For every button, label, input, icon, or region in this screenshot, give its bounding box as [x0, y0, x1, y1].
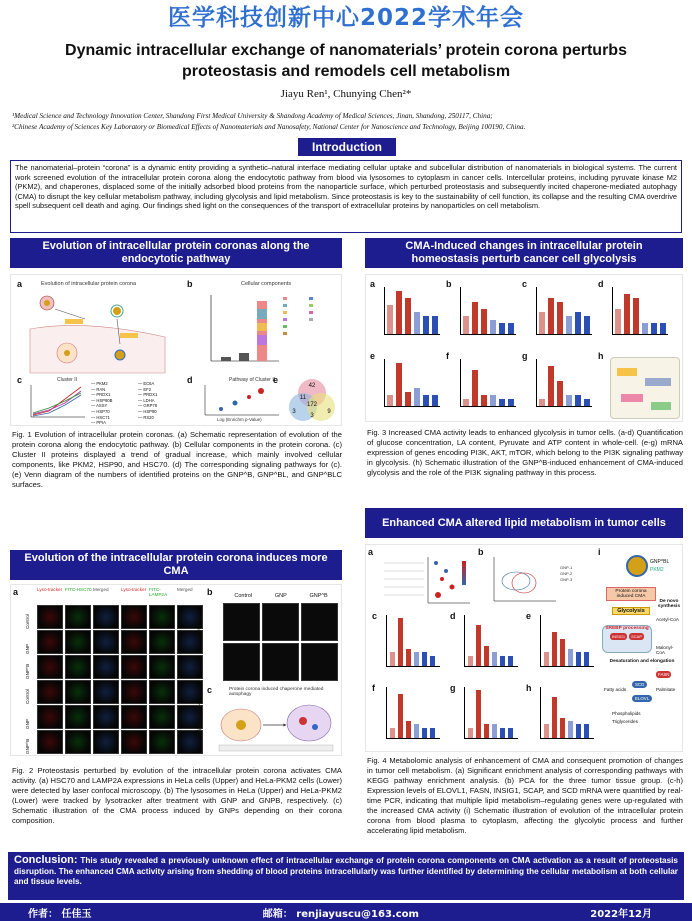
lysosome-image — [262, 643, 299, 681]
panel-label-c: c — [17, 375, 23, 385]
glycolysis-bar-chart — [612, 287, 668, 335]
bar — [499, 399, 505, 406]
srebp-box — [602, 625, 652, 653]
confocal-image — [121, 680, 147, 704]
conference-banner — [0, 0, 692, 36]
bar — [560, 718, 565, 738]
confocal-image — [93, 705, 119, 729]
fig1d-xlabel: Log (Enrichm p-Value) — [217, 417, 262, 422]
figure-4 — [365, 544, 683, 752]
kegg-enrichment-chart — [376, 555, 472, 607]
bar — [463, 316, 469, 334]
venn-value-1: 42 — [308, 383, 316, 389]
bar — [405, 392, 411, 406]
cluster-protein-label: — GRP78 — [138, 403, 158, 409]
glycolysis-bar-chart — [536, 359, 592, 407]
cluster-protein-label: — HSP90 — [138, 408, 157, 414]
panel-label-b: b — [207, 587, 213, 597]
panel-label-e: e — [273, 375, 279, 385]
fig2-row-label: Control — [25, 614, 30, 629]
gnp-particle — [626, 555, 648, 577]
confocal-image — [93, 655, 119, 679]
bar — [584, 316, 590, 334]
fig2-column-header: Merged — [93, 587, 109, 592]
figure-3 — [365, 274, 683, 422]
fig2-row-label: GNP^B — [25, 738, 30, 754]
confocal-image — [149, 605, 175, 629]
confocal-image — [37, 655, 63, 679]
bar — [575, 312, 581, 334]
confocal-image — [149, 730, 175, 754]
panel-label: c — [522, 279, 528, 289]
bar — [414, 724, 419, 738]
venn-value-2: 11 — [299, 395, 307, 401]
schematic-label: ELOVL — [632, 695, 652, 702]
confocal-image — [93, 680, 119, 704]
panel-label-b: b — [187, 279, 193, 289]
panel-label: d — [598, 279, 604, 289]
bar — [432, 395, 438, 406]
schematic-label: FASN — [658, 672, 670, 677]
bar — [414, 312, 420, 334]
bar — [423, 316, 429, 334]
bar — [387, 305, 393, 334]
schematic-label: SREBP processing — [605, 626, 649, 631]
bar — [615, 309, 621, 334]
bar — [422, 652, 427, 666]
panel-label: d — [450, 611, 456, 621]
confocal-image — [37, 630, 63, 654]
bar — [430, 656, 435, 666]
corona-schematic — [25, 289, 175, 374]
lipid-metabolism-schematic — [602, 555, 682, 751]
cluster-protein-label: — RAN — [91, 386, 106, 392]
confocal-image — [149, 630, 175, 654]
panel-label: e — [370, 351, 376, 361]
cluster-trend-chart — [27, 383, 87, 425]
glycolysis-bar-chart — [384, 359, 440, 407]
cluster-protein-label: — PPIA — [91, 420, 106, 426]
bar — [560, 639, 565, 666]
fig1d-title: Pathway of Cluster II — [229, 377, 276, 383]
svg-text:GNP-3: GNP-3 — [560, 577, 573, 582]
schematic-label: Palmitate — [656, 687, 676, 692]
bar — [476, 690, 481, 738]
section-heading-4: Enhanced CMA altered lipid metabolism in tumor cells — [365, 508, 683, 538]
glycolysis-bar-chart — [536, 287, 592, 335]
panel-label-a: a — [17, 279, 23, 289]
bar — [651, 323, 657, 334]
confocal-image — [121, 655, 147, 679]
bar — [557, 381, 563, 406]
fig4-qpcr-charts — [368, 607, 596, 751]
venn-diagram — [281, 375, 343, 425]
lipid-gene-bar-chart — [540, 687, 594, 739]
schematic-label: GNP^BL — [650, 559, 670, 565]
confocal-image — [93, 630, 119, 654]
conclusion-text: This study revealed a previously unknown effect of intracellular exchange of protein corona components on CMA activation as a result of proteostasis disruption. The enhanced CMA activity arising from shedding of blood proteins intracellularly was further identified by determining the cellular metabolism at both cellular and tissue levels. — [14, 856, 678, 886]
panel-label: e — [526, 611, 532, 621]
bar — [566, 316, 572, 334]
confocal-image — [37, 680, 63, 704]
lipid-gene-bar-chart — [386, 687, 440, 739]
cluster-protein-label: — HSP70 — [91, 408, 110, 414]
bar — [390, 728, 395, 738]
bar — [500, 728, 505, 738]
glycolysis-bar-chart — [384, 287, 440, 335]
confocal-image — [65, 605, 91, 629]
cluster-protein-label: — HSP90B — [91, 397, 113, 403]
fig2b-header-gnp: GNP — [274, 593, 287, 599]
bar — [500, 656, 505, 666]
confocal-image — [149, 705, 175, 729]
confocal-image — [121, 630, 147, 654]
bar — [492, 724, 497, 738]
cluster-protein-label: — PRDX1 — [138, 392, 158, 398]
panel-label: f — [446, 351, 449, 361]
lipid-gene-bar-chart — [464, 615, 518, 667]
bar — [472, 302, 478, 334]
venn-value-4: 3 — [292, 409, 296, 415]
bar — [432, 316, 438, 334]
fig2-column-header: Lyso-tracker — [37, 587, 63, 592]
cluster-protein-label: — PKM2 — [91, 381, 108, 386]
bar — [481, 395, 487, 406]
schematic-label: Malonyl-CoA — [656, 645, 674, 655]
bar — [566, 395, 572, 406]
bar — [405, 298, 411, 334]
schematic-label: Phospholipids — [612, 711, 641, 716]
lipid-gene-bar-chart — [540, 615, 594, 667]
introduction-text: The nanomaterial–protein “corona” is a dynamic entity providing a synthetic–natural interface mediating cellular uptake and subcellular distribution of nanomaterials in biological systems. The current work screened evolution of the intracellular protein corona along the endocytotic pathway from blood via lysosomes to cytoplasm in cancer cells. Intercellular proteins, including pyruvate kinase M2 (PKM2), and chaperones, displaced some of the initially adsorbed blood proteins from the nanoparticle surface, which perturbed proteostasis and subsequently incited chaperone-mediated autophagy (CMA) to disrupt the key cellular metabolism pathway, including glycolysis and lipid metabolism. Since proteostasis is key to the sustainability of cell function, its collapse and the resulting CMA overdrive spell subsequent cell death and aging. Our findings shed light on the consequences of the transport of extracellular proteins by nanoparticles on cell metabolism. — [10, 160, 682, 233]
venn-value-3: 172 — [306, 402, 318, 408]
bar — [544, 652, 549, 666]
bar — [490, 320, 496, 334]
lipid-gene-bar-chart — [386, 615, 440, 667]
schematic-label: Triglycerides — [612, 719, 638, 724]
figure-1-caption: Fig. 1 Evolution of intracellular protein coronas. (a) Schematic representation of evolution of the protein corona along the endocytotic pathway. (b) Cellular components in the protein corona. (c) Cluster II proteins displayed a trend of gradual increase, which mainly involved cellular components, like PKM2, HSP90, and HSC70. (d) The corresponding signaling pathways for (c). (e) Venn diagram of the numbers of identified proteins on the GNP^B, GNP^BL, and GNP^BLC surfaces. — [12, 430, 342, 489]
group-label-hela: HeLa — [195, 625, 201, 640]
bar — [387, 395, 393, 406]
bar — [398, 694, 403, 738]
section-heading-3: CMA-Induced changes in intracellular protein homeostasis perturb cancer cell glycolysis — [365, 238, 683, 268]
fig2-column-header: Merged — [177, 587, 193, 592]
confocal-image — [121, 730, 147, 754]
banner-text: 医学科技创新中心2022学术年会 — [167, 5, 524, 31]
figure-2-caption: Fig. 2 Proteostasis perturbed by evolution of the intracellular protein corona activates CMA activity. (a) HSC70 and LAMP2A expressions in HeLa cells (Upper) and HeLa-PKM2 cells (Lower) were detected by laser confocal microscopy. (b) The lysosomes in HeLa (Upper) and HeLa-PKM2 (Lower) were tracked by lysotracker after treatment with GNP and GNPB, respectively. (c) Schematic illustration of the CMA process induced by GNPs depending on their corona composition. — [12, 766, 342, 825]
fig2b-header-gnpb: GNP^B — [309, 593, 328, 599]
confocal-image-grid — [25, 605, 197, 755]
panel-label: c — [372, 611, 378, 621]
bar — [499, 323, 505, 334]
fig2-row-label: GNP — [25, 644, 30, 654]
bar — [422, 728, 427, 738]
schematic-label: De novo synthesis — [657, 599, 681, 609]
confocal-image — [65, 655, 91, 679]
bar — [398, 618, 403, 666]
fig2-column-header: FITC-HSC70 — [65, 587, 92, 592]
bar — [423, 395, 429, 406]
bar — [508, 323, 514, 334]
confocal-image — [121, 705, 147, 729]
bar — [414, 652, 419, 666]
panel-label: b — [446, 279, 452, 289]
schematic-label: Acetyl-CoA — [656, 617, 679, 622]
section-heading-1: Evolution of intracellular protein coronas along the endocytotic pathway — [10, 238, 342, 268]
bar — [472, 370, 478, 406]
pi3k-schematic — [610, 357, 680, 419]
fig2-row-label: GNP^B — [25, 663, 30, 679]
bar — [396, 363, 402, 406]
fig2-column-header: FITC-LAMP2A — [149, 587, 168, 597]
schematic-label: SCAP — [631, 634, 643, 639]
confocal-image — [177, 655, 203, 679]
conclusion-label: Conclusion: — [14, 854, 78, 866]
fig2-row-label: Control — [25, 689, 30, 704]
panel-label-d: d — [187, 375, 193, 385]
bar — [406, 721, 411, 738]
bar — [584, 399, 590, 406]
cluster-protein-label: — HSC71 — [91, 414, 110, 420]
figure-3-caption: Fig. 3 Increased CMA activity leads to enhanced glycolysis in tumor cells. (a-d) Quantification of glucose concentration, LA content, Pyruvate and ATP content in whole-cell. (e-g) mRNA expression of genes encoding PI3K, AKT, mTOR, which belong to the PI3K signaling pathway in glycolysis. (h) Schematic illustration of the GNP^B-induced enhancement of CMA-induced glycolysis and the role of the PI3K signaling pathway in this process. — [367, 428, 683, 477]
svg-text:GNP-1: GNP-1 — [560, 565, 573, 570]
footer-author: 作者： 任佳玉 — [28, 908, 92, 920]
fig2c-title: Protein corona induced chaperone mediated autophagy — [229, 687, 324, 697]
cluster-protein-label: — EC6A — [138, 381, 155, 386]
bar — [584, 652, 589, 666]
bar — [575, 395, 581, 406]
confocal-image — [177, 680, 203, 704]
bar — [484, 646, 489, 666]
panel-label: f — [372, 683, 375, 693]
lysosome-image — [223, 643, 260, 681]
bar — [508, 656, 513, 666]
bar — [481, 309, 487, 334]
bar — [390, 652, 395, 666]
venn-value-6: 9 — [327, 409, 331, 415]
schematic-box-cma: Protein corona induced CMA — [606, 587, 656, 601]
cma-schematic — [211, 695, 341, 753]
confocal-image — [37, 705, 63, 729]
panel-label-c: c — [207, 685, 213, 695]
introduction-heading: Introduction — [298, 138, 396, 156]
panel-label-i: i — [598, 547, 601, 557]
glycolysis-bar-chart — [460, 359, 516, 407]
bar — [539, 312, 545, 334]
panel-label-b: b — [478, 547, 484, 557]
bar — [568, 721, 573, 738]
fig2-row-label: GNP — [25, 719, 30, 729]
bar — [508, 399, 514, 406]
panel-label: g — [450, 683, 456, 693]
bar — [660, 323, 666, 334]
footer-email: 邮箱： renjiayuscu@163.com — [262, 908, 419, 920]
confocal-image — [37, 730, 63, 754]
fig1a-title: Evolution of intracellular protein corona — [41, 281, 137, 287]
fig2b-header-control: Control — [234, 593, 253, 599]
confocal-image — [65, 705, 91, 729]
bar — [484, 724, 489, 738]
bar — [414, 388, 420, 406]
schematic-label: Fatty acids — [604, 687, 627, 692]
cellular-components-chart — [199, 291, 339, 369]
confocal-image — [149, 680, 175, 704]
cluster-protein-label: — LDHA — [138, 397, 155, 403]
cluster-protein-label: — EF2 — [138, 386, 152, 392]
bar — [430, 728, 435, 738]
title-line-2: proteostasis and remodels cell metabolism — [181, 63, 511, 80]
glycolysis-bar-chart — [460, 287, 516, 335]
affiliation-2: ²Chinese Academy of Sciences Key Laboratory or Biomedical Effects of Nanomaterials and Nanosafety, National Center for Nanoscience and Technology, Beijing 100190, China. — [12, 123, 526, 131]
fig1c-title: Cluster II — [57, 377, 78, 383]
bar — [406, 649, 411, 666]
cluster-protein-label: — RS20 — [138, 414, 154, 420]
affiliation-1: ¹Medical Science and Technology Innovation Center, Shandong First Medical University & Shandong Academy of Medical Sciences, Jinan, Shandong, 250117, China; — [12, 112, 493, 120]
authors: Jiayu Ren¹, Chunying Chen²* — [280, 88, 412, 100]
bar — [584, 724, 589, 738]
schematic-label: PKM2 — [650, 567, 664, 573]
bar — [624, 294, 630, 334]
bar — [468, 656, 473, 666]
schematic-box-glycolysis: Glycolysis — [612, 607, 650, 615]
cluster-protein-label: — PRDX1 — [91, 392, 111, 398]
panel-label: g — [522, 351, 528, 361]
svg-text:GNP-2: GNP-2 — [560, 571, 573, 576]
confocal-image — [65, 680, 91, 704]
lipid-gene-bar-chart — [464, 687, 518, 739]
bar — [492, 652, 497, 666]
lysosome-image — [223, 603, 260, 641]
confocal-image — [121, 605, 147, 629]
bar — [576, 724, 581, 738]
lysosome-image — [301, 603, 338, 641]
panel-label-a: a — [368, 547, 374, 557]
schematic-label: Desaturation and elongation — [609, 659, 675, 664]
footer-date: 2022年12月 — [590, 908, 652, 920]
group-label-hela-pkm2: HeLa^PKM2 — [195, 703, 201, 737]
lysosome-image — [262, 603, 299, 641]
panel-label: a — [370, 279, 376, 289]
confocal-image — [65, 630, 91, 654]
bar — [552, 697, 557, 738]
bar — [508, 728, 513, 738]
cluster-protein-list — [91, 381, 181, 426]
cluster-protein-label: — ASSY — [91, 403, 108, 409]
bar — [552, 632, 557, 666]
confocal-image — [93, 730, 119, 754]
bar — [548, 298, 554, 334]
panel-label-a: a — [13, 587, 19, 597]
fig2b-headers — [223, 593, 339, 599]
venn-value-5: 3 — [310, 413, 314, 419]
bar — [568, 649, 573, 666]
panel-label: h — [598, 351, 604, 361]
bar — [468, 728, 473, 738]
bar — [396, 291, 402, 334]
bar — [463, 399, 469, 406]
confocal-image — [37, 605, 63, 629]
fig2-column-header: Lyso-tracker — [121, 587, 147, 592]
poster-title — [10, 40, 682, 82]
bar — [557, 302, 563, 334]
fig2-column-headers — [25, 587, 195, 603]
figure-2 — [10, 584, 342, 756]
pca-chart — [486, 555, 582, 607]
figure-4-caption: Fig. 4 Metabolomic analysis of enhancement of CMA and consequent promotion of changes in tumor cell metabolism. (a) Significant enrichment analysis of corresponding pathways with KEGG pathway enrichment analysis. (b) PCA for the three tumor tissue group. (c-h) Expression levels of ELOVL1, FASN, INSIG1, SCAP, and SCD mRNA were quantified by real-time PCR, indicating that multiple lipid metabolism–regulating genes were up-regulated with the increased CMA activity (i) Schematic illustration of evolution of the intracellular protein corona from blood plasma to cytoplasm, affecting the glycolytic process and further accelerating lipid metabolism. — [367, 756, 683, 835]
section-heading-2: Evolution of the intracellular protein corona induces more CMA — [10, 550, 342, 580]
confocal-image — [65, 730, 91, 754]
conclusion-box — [8, 852, 684, 900]
bar — [490, 395, 496, 406]
bar — [633, 298, 639, 334]
bar — [548, 366, 554, 406]
panel-label: h — [526, 683, 532, 693]
confocal-image — [93, 605, 119, 629]
lysosome-image — [301, 643, 338, 681]
title-line-1: Dynamic intracellular exchange of nanomaterials’ protein corona perturbs — [65, 42, 627, 59]
schematic-label: INSIG1 — [611, 634, 626, 639]
bar — [476, 625, 481, 666]
bar — [544, 724, 549, 738]
fig1b-title: Cellular components — [241, 281, 292, 287]
bar — [642, 323, 648, 334]
bar — [576, 652, 581, 666]
confocal-image — [149, 655, 175, 679]
figure-1 — [10, 274, 342, 426]
schematic-label: SCD — [632, 681, 647, 688]
bar — [539, 399, 545, 406]
footer-bar — [0, 903, 692, 921]
